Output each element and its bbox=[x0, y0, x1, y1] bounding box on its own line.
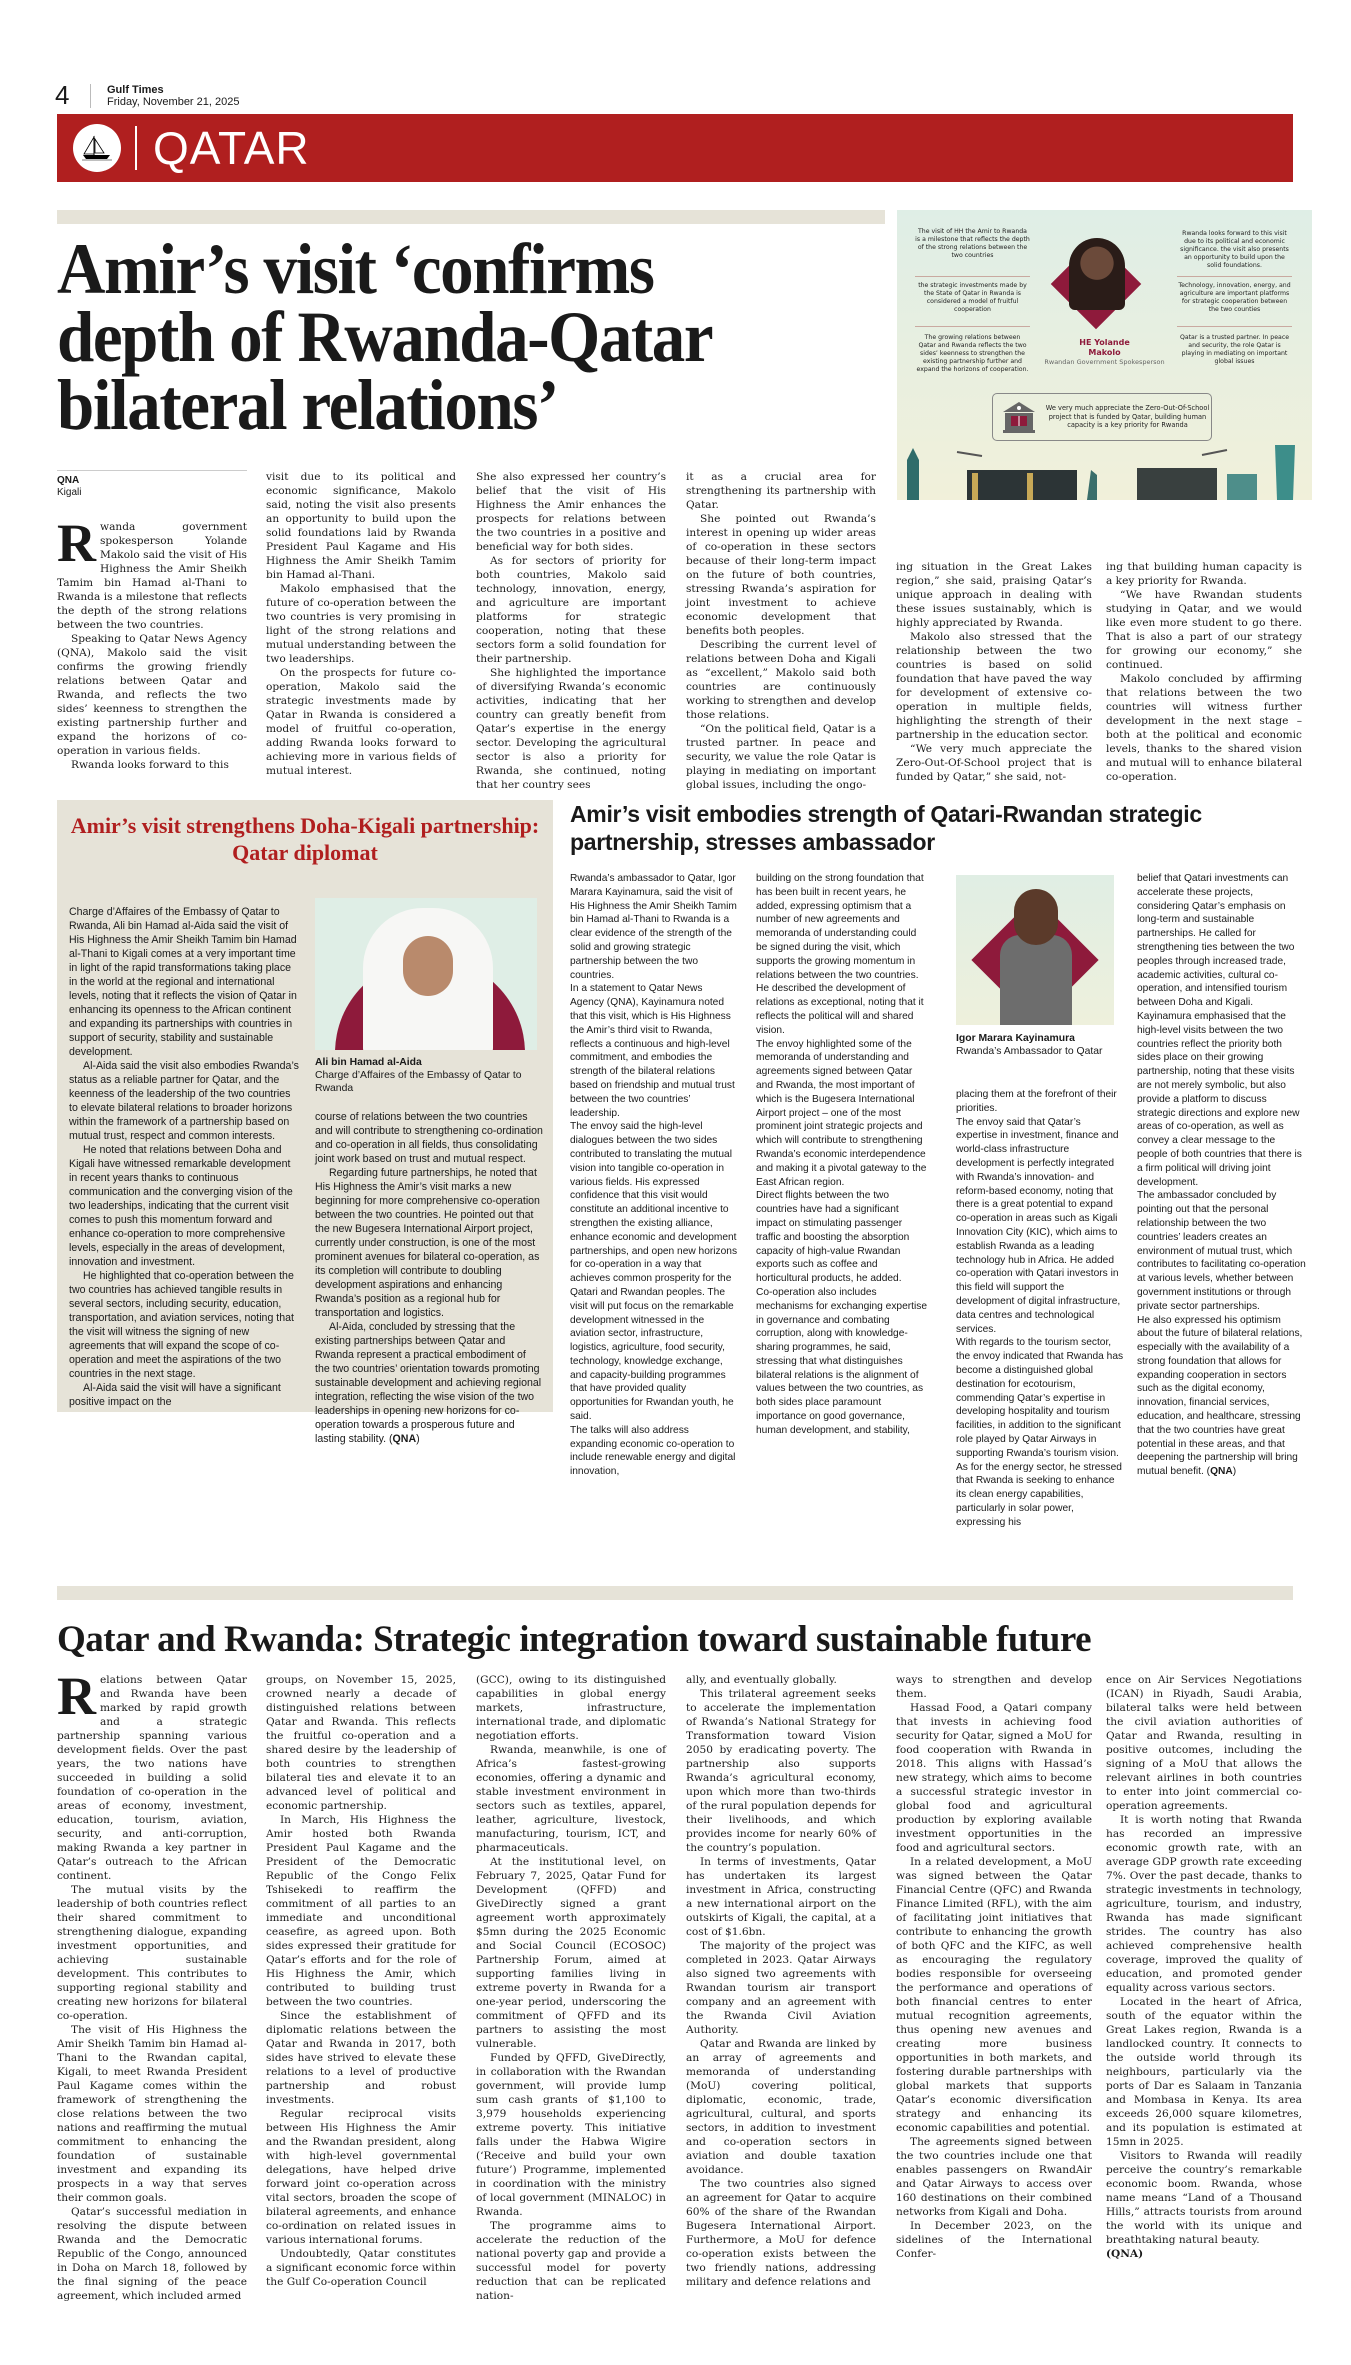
city-skyline-illustration bbox=[897, 440, 1312, 500]
credit-label: QNA bbox=[392, 1433, 417, 1445]
caption-name: Ali bin Hamad al-Aida bbox=[315, 1057, 422, 1068]
banner-divider bbox=[135, 126, 137, 170]
article3-paragraph: In a statement to Qatar News Agency (QNA), Kayinamura noted that this visit, which is His Highness the Amir’s third visit to Rwanda, reflects a continuous and high-level commitment, and embodies the strength of the bilateral relations based on friendship and mutual trust between the two countries’ leadership. bbox=[570, 983, 735, 1119]
article3-paragraph: He described the development of relations as exceptional, noting that it reflects the political will and shared vision. bbox=[756, 983, 924, 1036]
spokesperson-infographic bbox=[897, 210, 1312, 500]
infographic-divider bbox=[1177, 276, 1292, 277]
article3-paragraph: belief that Qatari investments can accelerate these projects, considering Qatar’s emphasis on long-term and sustainable partnerships. He called for strengthening ties between the two peoples through increased trade, academic activities, cultural co-operation, and intensified tourism between Doha and Kigali. bbox=[1137, 873, 1295, 1009]
article3-paragraph: Direct flights between the two countries have had a significant impact on stimulating passenger traffic and boosting the absorption capacity of high-value Rwandan exports such as coffee and horticultural products, he added. bbox=[756, 1190, 910, 1285]
drop-cap: R bbox=[57, 513, 96, 573]
article1-paragraph: visit due to its political and economic significance, Makolo said, noting the visit also presents an opportunity to build upon the solid foundations laid by Rwanda President Paul Kagame and His Highness the Amir Sheikh Tamim bin Hamad al-Thani. bbox=[266, 471, 456, 581]
paper-name: Gulf Times bbox=[107, 84, 164, 96]
article4-paragraph: At the institutional level, on February 7, 2025, Qatar Fund for Development (QFFD) and GiveDirectly signed a grant agreement worth approximately $5mn during the 2025 Economic and Social Council (ECOSOC) Partnership Forum, aimed at supporting families living in extreme poverty in Rwanda for a one-year period, underscoring the commitment of QFFD and its partners to assisting the most vulnerable. bbox=[476, 1856, 666, 2050]
article1-paragraph: She pointed out Rwanda’s interest in opening up wider areas of co-operation in these sectors because of their long-term impact on the future of both countries, stressing Rwanda’s aspiration for joint investment to achieve economic development that benefits both peoples. bbox=[686, 513, 876, 637]
article3-paragraph: The ambassador concluded by pointing out that the personal relationship between the two countries’ leaders creates an environment of mutual trust, which contributes to facilitating co-operation at various levels, whether between government institutions or through private sector partnerships. bbox=[1137, 1190, 1306, 1312]
article2-paragraph: Charge d’Affaires of the Embassy of Qatar to Rwanda, Ali bin Hamad al-Aida said the visit of His Highness the Amir Sheikh Tamim bin Hamad al-Thani to Kigali comes at a very important time in light of the rapid transformations taking place in the world at the regional and international levels, noting that it reflects the vision of Qatar in enhancing its openness to the African continent and expanding its partnerships with countries in support of security, stability and sustainable development. bbox=[69, 906, 297, 1058]
article2-paragraph: Regarding future partnerships, he noted that His Highness the Amir’s visit marks a new beginning for more comprehensive co-operation between the two countries. He pointed out that the new Bugesera International Airport project, currently under construction, is one of the most prominent avenues for bilateral co-operation, as its completion will contribute to doubling development aspirations and enhancing Rwanda’s position as a regional hub for transportation and logistics. bbox=[315, 1167, 540, 1319]
article4-paragraph: Regular reciprocal visits between His Highness the Amir and the Rwandan president, along with high-level governmental delegations, have helped drive forward joint co-operation across vital sectors, broaden the scope of bilateral agreements, and enhance co-ordination on related issues in various international forums. bbox=[266, 2108, 456, 2246]
article2-paragraph: Al-Aida, concluded by stressing that the existing partnerships between Qatar and Rwanda represent a practical embodiment of the two countries’ orientation towards promoting sustainable development and achieving regional integration, reflecting the wise vision of the two leaderships in opening new horizons for co-operation towards a prosperous future and lasting stability. (QNA) bbox=[315, 1321, 542, 1445]
article3-paragraph: With regards to the tourism sector, the envoy indicated that Rwanda has become a distinguished global destination for ecotourism, commending Qatar’s expertise in developing hospitality and tourism facilities, in addition to the significant role played by Qatar Airways in supporting Rwanda’s tourism vision. As for the energy sector, he stressed that Rwanda is seeking to enhance its clean energy capabilities, particularly in solar power, expressing his bbox=[956, 1337, 1124, 1528]
article2-column-1 bbox=[69, 905, 299, 1409]
school-building-icon bbox=[1001, 400, 1037, 434]
credit-label: (QNA) bbox=[1106, 2248, 1144, 2260]
box-headline: Amir’s visit strengthens Doha-Kigali partnership: Qatar diplomat bbox=[70, 813, 540, 865]
article4-paragraph: The visit of His Highness the Amir Sheikh Tamim bin Hamad al-Thani to the Rwandan capital, Kigali, to meet Rwanda President Paul Kagame comes within the framework of strengthening the close relations between the two nations and reaffirming the mutual commitment to enhancing the foundation of sustainable investment and expanding its prospects in a way that serves their common goals. bbox=[57, 2024, 247, 2204]
article1-paragraph: ing that building human capacity is a key priority for Rwanda. bbox=[1106, 561, 1302, 587]
article2-paragraph: course of relations between the two countries and will contribute to strengthening co-ordination and co-operation in all fields, thus consolidating joint work based on trust and mutual respect. bbox=[315, 1111, 543, 1165]
main-headline: Amir’s visit ‘confirms depth of Rwanda-Qatar bilateral relations’ bbox=[57, 229, 712, 445]
article4-column-1 bbox=[57, 1666, 247, 2303]
infographic-divider bbox=[915, 276, 1030, 277]
article4-paragraph: In March, His Highness the Amir hosted both Rwanda President Paul Kagame and the President of the Democratic Republic of the Congo Felix Tshisekedi to reaffirm the commitment of all parties to an immediate and unconditional ceasefire, as agreed upon. Both sides expressed their gratitude for Qatar’s efforts and for the role of His Highness the Amir, which contributed to building trust between the two countries. bbox=[266, 1814, 456, 2008]
article3-paragraph: The envoy said the high-level dialogues between the two sides contributed to translating the mutual vision into tangible co-operation in various fields. His expressed confidence that this visit would constitute an additional incentive to strengthen the existing alliance, enhance economic and development partnerships, and open new horizons for co-operation in a way that achieves common prosperity for the Qatari and Rwandan peoples. The visit will put focus on the remarkable development witnessed in the aviation sector, infrastructure, logistics, agriculture, food security, technology, knowledge exchange, and capacity-building programmes that have provided quality opportunities for Rwandan youth, he said. bbox=[570, 1121, 738, 1423]
byline-source: QNA bbox=[57, 475, 80, 486]
highlight-quote-box bbox=[992, 393, 1212, 441]
article1-paragraph: On the prospects for future co-operation, Makolo said the strategic investments made by Qatar in Rwanda is considered a model of fruitful co-operation, adding Rwanda looks forward to achieving more in various fields of mutual interest. bbox=[266, 667, 456, 777]
article3-paragraph: Rwanda’s ambassador to Qatar, Igor Marara Kayinamura, said the visit of His Highness the Amir Sheikh Tamim bin Hamad al-Thani to Rwanda is a clear evidence of the strength of the solid and growing strategic partnership between the two countries. bbox=[570, 873, 737, 981]
dhow-logo-icon bbox=[73, 124, 121, 172]
article4-paragraph: Visitors to Rwanda will readily perceive the country’s remarkable economic boom. Rwanda, whose name means “Land of a Thousand Hills,” attracts tourists from around the world with its unique and breathtaking natural beauty. bbox=[1106, 2150, 1302, 2246]
name-line-2: Makolo bbox=[1088, 348, 1121, 357]
article4-paragraph: In a related development, a MoU was signed between the Qatar Financial Centre (QFC) and Rwanda Finance Limited (RFL), with the aim of facilitating joint initiatives that contribute to enhancing the growth of both QFC and the KIFC, as well as encouraging the regulatory bodies responsible for overseeing the performance and operations of both financial centres to enter mutual recognition agreements, thus opening new avenues and creating more business opportunities in both markets, and fostering durable partnerships with global markets that supports Qatar’s economic diversification strategy and enhancing its economic capabilities and potential. bbox=[896, 1856, 1092, 2134]
article4-column-6 bbox=[1106, 1673, 1302, 2261]
page-number: 4 bbox=[55, 80, 70, 110]
highlight-quote: We very much appreciate the Zero-Out-Of-School project that is funded by Qatar, building human capacity is a key priority for Rwanda bbox=[1045, 404, 1210, 430]
photo-caption bbox=[315, 1056, 537, 1095]
section-banner bbox=[57, 114, 1293, 182]
article1-paragraph: Makolo concluded by affirming that relations between the two countries will witness further development in the next stage – both at the political and economic levels, thanks to the shared vision and mutual will to enhance bilateral co-operation. bbox=[1106, 673, 1302, 783]
article4-paragraph: Hassad Food, a Qatari company that invests in achieving food security for Qatar, signed a MoU for food cooperation with Rwanda in 2018. This aligns with Hassad’s new strategy, which aims to become a successful strategic investor in global food and agricultural production by exploring available investment opportunities in the food and agricultural sectors. bbox=[896, 1702, 1092, 1854]
infographic-quote: Rwanda looks forward to this visit due to its political and economic significance. the visit also presents an opportunity to build upon the solid foundations. bbox=[1180, 230, 1289, 269]
article3-paragraph: building on the strong foundation that has been built in recent years, he added, expressing optimism that a number of new agreements and memoranda of understanding could be signed during the visit, which supports the growing momentum in relations between the two countries. bbox=[756, 873, 924, 981]
masthead-divider bbox=[90, 84, 91, 108]
diplomat-face bbox=[403, 936, 453, 996]
article1-column-6 bbox=[1106, 560, 1302, 784]
article4-paragraph: The majority of the project was completed in 2023. Qatar Airways also signed two agreements with Rwandan tourism air transport company and an agreement with the Rwanda Civil Aviation Authority. bbox=[686, 1940, 876, 2036]
infographic-quote: Technology, innovation, energy, and agriculture are important platforms for strategic cooperation between the two counties bbox=[1178, 282, 1291, 313]
article1-paragraph: She highlighted the importance of diversifying Rwanda’s economic activities, indicating that her country can greatly benefit from Qatar’s expertise in the energy sector. Developing the agricultural sector is also a priority for Rwanda, she continued, noting that her country sees bbox=[476, 667, 666, 791]
diplomat-photo bbox=[315, 898, 537, 1050]
article4-column-5 bbox=[896, 1673, 1092, 2261]
section-title: QATAR bbox=[153, 122, 310, 174]
article1-paragraph: Speaking to Qatar News Agency (QNA), Makolo said the visit confirms the growing friendly relations between Qatar and Rwanda, and reflects the two sides’ keenness to strengthen the existing partnership further and expand the horizons of co-operation in various fields. bbox=[57, 633, 247, 757]
rule-bar bbox=[57, 1586, 1293, 1600]
ambassador-face bbox=[1014, 889, 1058, 945]
article1-column-2 bbox=[266, 470, 456, 778]
credit-label: QNA bbox=[1210, 1466, 1233, 1478]
article4-paragraph: Since the establishment of diplomatic relations between the Qatar and Rwanda in 2017, both sides have strived to elevate these relations to a level of productive partnership and robust investments. bbox=[266, 2010, 456, 2106]
article4-column-4 bbox=[686, 1673, 876, 2289]
infographic-divider bbox=[915, 326, 1030, 327]
caption-name: Igor Marara Kayinamura bbox=[956, 1033, 1075, 1044]
infographic-quote: Qatar is a trusted partner. In peace and security, the role Qatar is playing in mediating on important global issues bbox=[1179, 334, 1290, 365]
article4-paragraph: It is worth noting that Rwanda has recorded an impressive economic growth rate, with an average GDP growth rate exceeding 7%. Over the past decade, thanks to strategic investments in technology, agriculture, tourism, and industry, Rwanda has made significant strides. The country has also achieved comprehensive health coverage, improved the quality of education, and promoted gender equality across various sectors. bbox=[1106, 1814, 1302, 1994]
article1-paragraph: “We have Rwandan students studying in Qatar, and we would like even more student to go there. That is also a part of our strategy for growing our economy,” she continued. bbox=[1106, 589, 1302, 671]
article3-paragraph: placing them at the forefront of their priorities. bbox=[956, 1089, 1117, 1114]
article2-column-2 bbox=[315, 1110, 543, 1446]
article3-paragraph: The envoy said that Qatar’s expertise in investment, finance and world-class infrastructure development is perfectly integrated with Rwanda’s innovation- and reform-based economy, noting that there is a great potential to expand co-operation in areas such as Kigali Innovation City (KIC), which aims to establish Rwanda as a leading technology hub in Africa. He added co-operation with Qatari investors in this field will support the development of digital infrastructure, data centres and technological services. bbox=[956, 1116, 1121, 1335]
article2-paragraph: He noted that relations between Doha and Kigali have witnessed remarkable development in recent years thanks to continuous communication and the converging vision of the two leaderships, indicating that the current visit comes to push this momentum forward and enhance co-operation to more comprehensive levels, especially in the areas of development, innovation and investment. bbox=[69, 1144, 293, 1268]
name-line-1: HE Yolande bbox=[1079, 338, 1130, 347]
article4-column-3 bbox=[476, 1673, 666, 2303]
article3-paragraph-text: He also expressed his optimism about the future of bilateral relations, especially with the availability of a strong foundation that allows for expanding cooperation in sectors such as the digital economy, innovation, financial services, education, and healthcare, stressing that the two countries have great potential in these areas, and that deepening the partnership will bring mutual benefit. bbox=[1137, 1314, 1303, 1478]
article4-paragraph: (GCC), owing to its distinguished capabilities in global energy markets, infrastructure, international trade, and diplomatic negotiation efforts. bbox=[476, 1674, 666, 1742]
article3-paragraph: Co-operation also includes mechanisms for exchanging expertise in governance and combating corruption, along with knowledge-sharing programmes, he said, stressing that what distinguishes bilateral relations is the alignment of values between the two countries, as both sides place paramount importance on good governance, human development, and stability, bbox=[756, 1286, 928, 1436]
article1-paragraph: ing situation in the Great Lakes region,” she said, praising Qatar’s unique approach in dealing with these issues sustainably, which is highly appreciated by Rwanda. bbox=[896, 561, 1092, 629]
article1-paragraph: She also expressed her country’s belief that the visit of His Highness the Amir enhances the prospects for relations between the two countries in a positive and beneficial way for both sides. bbox=[476, 471, 666, 553]
byline bbox=[57, 470, 247, 499]
ambassador-headline: Amir’s visit embodies strength of Qatari-Rwandan strategic partnership, stresses ambassador bbox=[570, 801, 1202, 855]
article3-paragraph: The envoy highlighted some of the memoranda of understanding and agreements signed between Qatar and Rwanda, the most important of which is the Bugesera International Airport project – one of the most prominent joint strategic projects and which will contribute to strengthening Rwanda’s economic interdependence and making it a pivotal gateway to the East African region. bbox=[756, 1038, 927, 1188]
article4-paragraph: In December 2023, on the sidelines of the International Confer- bbox=[896, 2220, 1092, 2260]
caption-role: Charge d’Affaires of the Embassy of Qatar to Rwanda bbox=[315, 1070, 522, 1094]
infographic-quote: The growing relations between Qatar and Rwanda reflects the two sides’ keenness to strengthen the existing partnership further and expand the horizons of cooperation. bbox=[916, 334, 1029, 373]
spokesperson-portrait bbox=[1069, 238, 1125, 310]
article4-paragraph: The mutual visits by the leadership of both countries reflect their shared commitment to strengthening dialogue, expanding investment opportunities, and achieving sustainable development. This contributes to supporting regional stability and creating new horizons for bilateral co-operation. bbox=[57, 1884, 247, 2022]
article4-paragraph: The agreements signed between the two countries include one that enables passengers on RwandAir and Qatar Airways to access over 160 destinations on their combined networks from Kigali and Doha. bbox=[896, 2136, 1092, 2218]
ambassador-figure bbox=[1000, 935, 1072, 1025]
article4-paragraph: Located in the heart of Africa, south of the equator within the Great Lakes region, Rwanda is a landlocked country. It connects to the outside world through its neighbours, particularly via the ports of Dar es Salaam in Tanzania and Mombasa in Kenya. Its area exceeds 26,000 square kilometres, and its population is estimated at 15mn in 2025. bbox=[1106, 1996, 1302, 2148]
article4-paragraph: The programme aims to accelerate the reduction of the national poverty gap and provide a successful model for poverty reduction that can be replicated nation- bbox=[476, 2220, 666, 2302]
article4-paragraph: ence on Air Services Negotiations (ICAN) in Riyadh, Saudi Arabia, bilateral talks were held between the civil aviation authorities of Qatar and Rwanda, resulting in positive outcomes, including the signing of a MoU that allows the relevant airlines in both countries to enter into joint commercial co-operation agreements. bbox=[1106, 1674, 1302, 1812]
article3-paragraph: Kayinamura emphasised that the high-level visits between the two countries reflect the priority both sides place on their growing partnership, noting that these visits are not merely symbolic, but also provide a platform to discuss strategic directions and explore new areas of co-operation, as well as convey a clear message to the people of both countries that there is a firm political will driving joint development. bbox=[1137, 1010, 1302, 1188]
article1-column-5 bbox=[896, 560, 1092, 784]
article1-paragraph: it as a crucial area for strengthening its partnership with Qatar. bbox=[686, 471, 876, 511]
article4-paragraph: The two countries also signed an agreement for Qatar to acquire 60% of the share of the Rwandan Bugesera International Airport. Furthermore, a MoU for defence co-operation exists between the two friendly nations, addressing military and defence relations and bbox=[686, 2178, 876, 2288]
article4-column-2 bbox=[266, 1673, 456, 2289]
article1-paragraph: “On the political field, Qatar is a trusted partner. In peace and security, we value the role Qatar is playing in mediating on important global issues, including the ongo- bbox=[686, 723, 876, 791]
article2-paragraph: Al-Aida said the visit will have a significant positive impact on the bbox=[69, 1382, 281, 1408]
diplomat-story-box bbox=[57, 800, 553, 1445]
article4-paragraph: Qatar’s successful mediation in resolving the dispute between Rwanda and the Democratic Republic of the Congo, announced in Doha on March 18, followed by the final signing of the peace agreement, which included armed bbox=[57, 2206, 247, 2302]
article4-paragraph: Rwanda, meanwhile, is one of Africa’s fastest-growing economies, offering a dynamic and stable investment environment in sectors such as textiles, apparel, leather, agriculture, livestock, manufacturing, tourism, ICT, and pharmaceuticals. bbox=[476, 1744, 666, 1854]
caption-role: Rwanda’s Ambassador to Qatar bbox=[956, 1046, 1103, 1057]
article1-paragraph: Rwanda looks forward to this bbox=[71, 759, 229, 771]
article4-paragraph: Qatar and Rwanda are linked by an array of agreements and memoranda of understanding (MoU) covering political, diplomatic, economic, trade, agricultural, cultural, and sports sectors, in addition to investment and co-operation sectors in aviation and double taxation avoidance. bbox=[686, 2038, 876, 2176]
article4-paragraph: In terms of investments, Qatar has undertaken its largest investment in Africa, constructing a new international airport on the outskirts of Kigali, the capital, at a cost of $1.6bn. bbox=[686, 1856, 876, 1938]
article2-paragraph-text: Al-Aida, concluded by stressing that the existing partnerships between Qatar and Rwanda represent a practical embodiment of the two countries’ orientation towards promoting sustainable development and achieving regional integration, reflecting the wise vision of the two leaderships in opening new horizons for co-operation towards a prosperous future and lasting stability. bbox=[315, 1321, 542, 1445]
article3-column-1 bbox=[570, 872, 738, 1479]
article1-paragraph: Makolo emphasised that the future of co-operation between the two countries is very promising in light of the strong relations and mutual understanding between the two leaderships. bbox=[266, 583, 456, 665]
infographic-quote: The visit of HH the Amir to Rwanda is a milestone that reflects the depth of the strong relations between the two countries bbox=[915, 228, 1030, 259]
article1-paragraph: Makolo also stressed that the relationship between the two countries is based on solid foundation that have paved the way for development of extensive co-operation in multiple fields, highlighting the strength of their partnership in the education sector. bbox=[896, 631, 1092, 741]
rule-bar bbox=[57, 210, 885, 224]
ambassador-photo bbox=[956, 875, 1114, 1025]
article3-column-3 bbox=[956, 1088, 1124, 1530]
article3-paragraph: He also expressed his optimism about the future of bilateral relations, especially with the availability of a strong foundation that allows for expanding cooperation in sectors such as the digital economy, innovation, financial services, education, and healthcare, stressing that the two countries have great potential in these areas, and that deepening the partnership will bring mutual benefit. (QNA) bbox=[1137, 1314, 1303, 1478]
integration-headline: Qatar and Rwanda: Strategic integration toward sustainable future bbox=[57, 1619, 1091, 1660]
article4-paragraph: elations between Qatar and Rwanda have been marked by rapid growth and a strategic partnership spanning various development fields. Over the past years, the two nations have succeeded in building a solid foundation of co-operation in the areas of economy, investment, education, tourism, aviation, security, and anti-corruption, making Rwanda a key partner in Qatar’s outreach to the African continent. bbox=[57, 1674, 247, 1882]
article1-column-3 bbox=[476, 470, 666, 792]
article2-paragraph: He highlighted that co-operation between the two countries has achieved tangible results in several sectors, including security, education, transportation, and aviation services, noting that the visit will witness the signing of new agreements that will expand the scope of co-operation and meet the aspirations of the two countries in the next stage. bbox=[69, 1270, 294, 1380]
article4-paragraph: Undoubtedly, Qatar constitutes a significant economic force within the Gulf Co-operation Council bbox=[266, 2248, 456, 2288]
article4-paragraph: This trilateral agreement seeks to accelerate the implementation of Rwanda’s National Strategy for Transformation toward Vision 2050 by eradicating poverty. The partnership also supports Rwanda’s agricultural economy, upon which more than two-thirds of the rural population depends for their livelihoods, and which provides income for nearly 60% of the country’s population. bbox=[686, 1688, 876, 1854]
article1-column-4 bbox=[686, 470, 876, 792]
article1-paragraph: As for sectors of priority for both countries, Makolo said technology, innovation, energy, and agriculture are important platforms for strategic cooperation, noting that these sectors form a solid foundation for their partnership. bbox=[476, 555, 666, 665]
article1-column-1 bbox=[57, 513, 247, 772]
article3-paragraph: The talks will also address expanding economic co-operation to include renewable energy and digital innovation, bbox=[570, 1424, 736, 1478]
drop-cap: R bbox=[57, 1666, 96, 1726]
article4-paragraph: ways to strengthen and develop them. bbox=[896, 1674, 1092, 1700]
article1-paragraph: wanda government spokesperson Yolande Makolo said the visit of His Highness the Amir Sheikh Tamim bin Hamad al-Thani to Rwanda is a milestone that reflects the depth of the strong relations between the two countries. bbox=[57, 521, 247, 631]
article4-paragraph: groups, on November 15, 2025, crowned nearly a decade of distinguished relations between Qatar and Rwanda. This reflects the fruitful co-operation and a shared desire by the leadership of both countries to strengthen bilateral ties and elevate it to an advanced level of political and economic partnership. bbox=[266, 1674, 456, 1812]
article2-paragraph: Al-Aida said the visit also embodies Rwanda’s status as a reliable partner for Qatar, and the keenness of the leadership of the two countries to elevate bilateral relations to broader horizons within the framework of a partnership based on mutual trust, respect and common interests. bbox=[69, 1060, 299, 1142]
byline-place: Kigali bbox=[57, 487, 82, 498]
infographic-name bbox=[1037, 338, 1172, 358]
issue-date: Friday, November 21, 2025 bbox=[107, 96, 240, 108]
article4-paragraph: Funded by QFFD, GiveDirectly, in collaboration with the Rwandan government, will provide lump sum cash grants of $1,100 to 3,979 households experiencing extreme poverty. This initiative falls under the Habwa Wigire (‘Receive and build your own future’) Programme, implemented in coordination with the ministry of local government (MINALOC) in Rwanda. bbox=[476, 2052, 666, 2218]
article4-paragraph: ally, and eventually globally. bbox=[686, 1674, 837, 1686]
article3-column-2 bbox=[756, 872, 928, 1438]
infographic-role: Rwandan Government Spokesperson bbox=[1044, 358, 1165, 366]
article3-column-4 bbox=[1137, 872, 1307, 1479]
infographic-quote: the strategic investments made by the State of Qatar in Rwanda is considered a model of fruitful cooperation bbox=[918, 282, 1027, 313]
article1-paragraph: “We very much appreciate the Zero-Out-Of-School project that is funded by Qatar,” she said, not- bbox=[896, 743, 1092, 783]
infographic-divider bbox=[1177, 326, 1292, 327]
ambassador-caption bbox=[956, 1032, 1116, 1058]
article1-paragraph: Describing the current level of relations between Doha and Kigali as “excellent,” Makolo said both countries are continuously working to strengthen and develop those relations. bbox=[686, 639, 876, 721]
